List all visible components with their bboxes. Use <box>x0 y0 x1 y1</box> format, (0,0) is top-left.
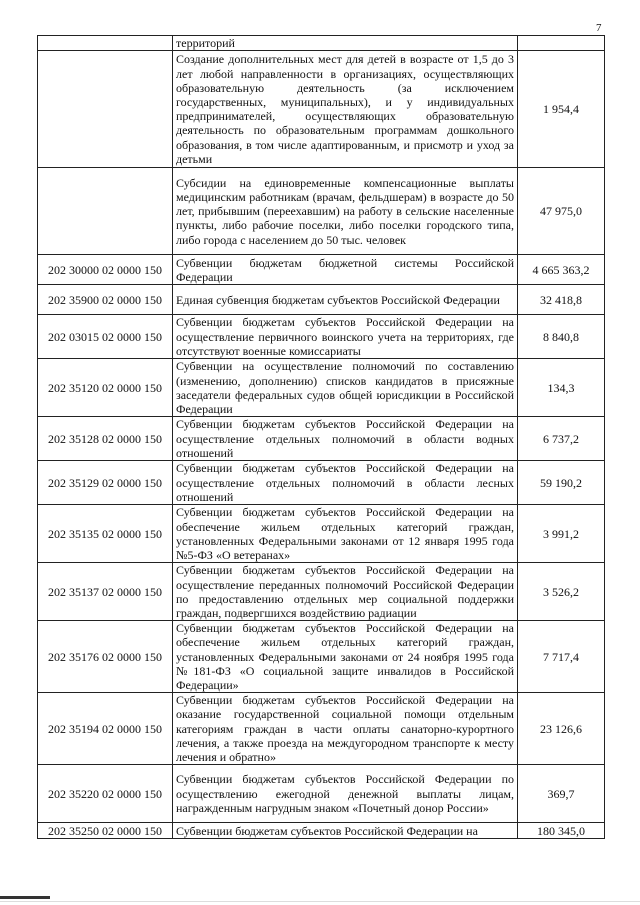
description-cell: Создание дополнительных мест для детей в возрасте от 1,5 до 3 лет любой направленности в организациях, осуществляющих образовательную деятельность (за исключением государственных, муниципальных), и у индивидуальных предпринимателей, осуществляющих образовательную деятельность по образовательным программам дошкольного образования, в том числе адаптированным, и присмотр и уход за детьми <box>173 51 518 168</box>
budget-code-cell <box>38 168 173 255</box>
amount-cell <box>518 36 605 51</box>
budget-code-cell <box>38 51 173 168</box>
amount-cell: 3 991,2 <box>518 505 605 563</box>
budget-revenue-table <box>37 35 605 839</box>
amount-cell: 7 717,4 <box>518 621 605 693</box>
amount-cell: 8 840,8 <box>518 315 605 359</box>
description-cell: Субвенции бюджетам субъектов Российской Федерации на обеспечение жильем отдельных категорий граждан, установленных Федеральными законами от 12 января 1995 года №5-ФЗ «О ветеранах» <box>173 505 518 563</box>
amount-cell: 3 526,2 <box>518 563 605 621</box>
table-row <box>38 168 605 255</box>
table-row <box>38 255 605 285</box>
description-cell: Субвенции бюджетам субъектов Российской Федерации по осуществлению ежегодной денежной выплаты лицам, награжденным нагрудным знаком «Почетный донор России» <box>173 765 518 823</box>
amount-cell: 1 954,4 <box>518 51 605 168</box>
table-row <box>38 693 605 765</box>
scan-edge-mark <box>0 896 50 899</box>
amount-cell: 59 190,2 <box>518 461 605 505</box>
table-row <box>38 461 605 505</box>
budget-code-cell: 202 35194 02 0000 150 <box>38 693 173 765</box>
budget-code-cell: 202 35120 02 0000 150 <box>38 359 173 417</box>
page-number: 7 <box>596 22 602 34</box>
budget-code-cell: 202 30000 02 0000 150 <box>38 255 173 285</box>
table-row <box>38 621 605 693</box>
table-row <box>38 315 605 359</box>
description-cell: Субвенции бюджетам субъектов Российской Федерации на обеспечение жильем отдельных категорий граждан, установленных Федеральными законами от 24 ноября 1995 года №181-ФЗ «О социальной защите инвалидов в Российской Федерации» <box>173 621 518 693</box>
budget-code-cell: 202 35135 02 0000 150 <box>38 505 173 563</box>
description-cell: Субвенции бюджетам субъектов Российской Федерации на оказание государственной социальной помощи отдельным категориям граждан в части оплаты санаторно-курортного лечения, а также проезда на междугородном транспорте к месту лечения и обратно» <box>173 693 518 765</box>
amount-cell: 180 345,0 <box>518 823 605 839</box>
amount-cell: 4 665 363,2 <box>518 255 605 285</box>
budget-code-cell: 202 35137 02 0000 150 <box>38 563 173 621</box>
amount-cell: 134,3 <box>518 359 605 417</box>
amount-cell: 47 975,0 <box>518 168 605 255</box>
table-row <box>38 359 605 417</box>
scan-edge-line <box>0 901 640 902</box>
description-cell: Субвенции бюджетам субъектов Российской Федерации на осуществление первичного воинского учета на территориях, где отсутствуют военные комиссариаты <box>173 315 518 359</box>
table-row <box>38 51 605 168</box>
budget-code-cell: 202 35900 02 0000 150 <box>38 285 173 315</box>
table-row <box>38 36 605 51</box>
table-row <box>38 505 605 563</box>
table-row <box>38 285 605 315</box>
amount-cell: 369,7 <box>518 765 605 823</box>
table-row <box>38 823 605 839</box>
budget-code-cell: 202 35129 02 0000 150 <box>38 461 173 505</box>
table-row <box>38 417 605 461</box>
amount-cell: 32 418,8 <box>518 285 605 315</box>
table-row <box>38 765 605 823</box>
description-cell: Субвенции бюджетам субъектов Российской Федерации на осуществление отдельных полномочий в области лесных отношений <box>173 461 518 505</box>
budget-code-cell <box>38 36 173 51</box>
description-cell: Субвенции бюджетам субъектов Российской Федерации на осуществление отдельных полномочий в области водных отношений <box>173 417 518 461</box>
description-cell: Субвенции на осуществление полномочий по составлению (изменению, дополнению) списков кандидатов в присяжные заседатели федеральных судов общей юрисдикции в Российской Федерации <box>173 359 518 417</box>
budget-code-cell: 202 35250 02 0000 150 <box>38 823 173 839</box>
description-cell: Субвенции бюджетам бюджетной системы Российской Федерации <box>173 255 518 285</box>
description-cell: территорий <box>173 36 518 51</box>
description-cell: Субсидии на единовременные компенсационные выплаты медицинским работникам (врачам, фельдшерам) в возрасте до 50 лет, прибывшим (переехавшим) на работу в сельские населенные пункты, либо рабочие поселки, либо поселки городского типа, либо города с населением до 50 тыс. человек <box>173 168 518 255</box>
budget-code-cell: 202 35176 02 0000 150 <box>38 621 173 693</box>
budget-code-cell: 202 35220 02 0000 150 <box>38 765 173 823</box>
budget-code-cell: 202 03015 02 0000 150 <box>38 315 173 359</box>
table-row <box>38 563 605 621</box>
budget-code-cell: 202 35128 02 0000 150 <box>38 417 173 461</box>
description-cell: Субвенции бюджетам субъектов Российской Федерации на <box>173 823 518 839</box>
amount-cell: 23 126,6 <box>518 693 605 765</box>
description-cell: Субвенции бюджетам субъектов Российской Федерации на осуществление переданных полномочий Российской Федерации по предоставлению отдельных мер социальной поддержки граждан, подвергшихся воздействию радиации <box>173 563 518 621</box>
amount-cell: 6 737,2 <box>518 417 605 461</box>
description-cell: Единая субвенция бюджетам субъектов Российской Федерации <box>173 285 518 315</box>
